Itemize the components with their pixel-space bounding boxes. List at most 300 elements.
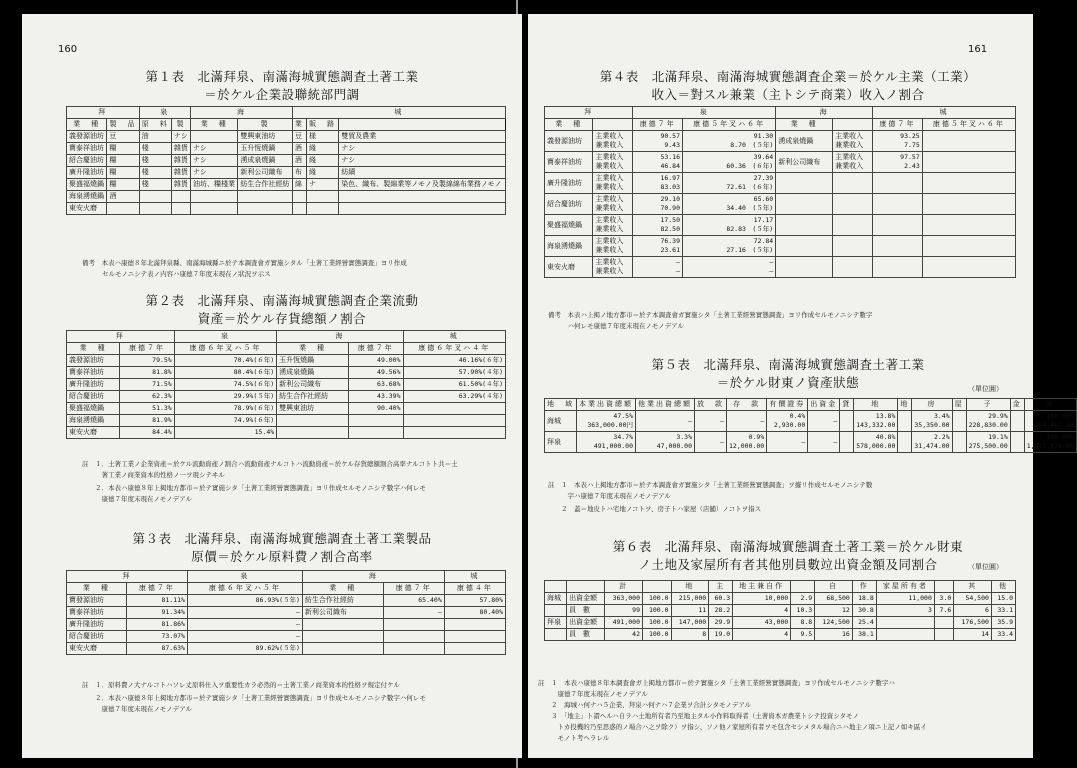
table-cell: 100.0 (643, 629, 672, 641)
table-cell (383, 619, 444, 631)
cell-line: 97.57 (900, 153, 920, 161)
table-row (67, 595, 506, 607)
column-header: 本業出資總額 (577, 399, 636, 411)
cell-line: 兼業收入 (595, 267, 624, 275)
table-cell: 57.90%(４年) (403, 367, 505, 379)
table-cell (683, 236, 776, 257)
column-header: 計 (1024, 399, 1076, 411)
cell-line: 93.25 (900, 132, 920, 140)
cell-line: 46.84 (660, 162, 681, 170)
table6-title-line1: 第６表 北滿拜泉、南滿海城實態調査土著工業＝於ケル財東 (612, 539, 964, 554)
table4-title-line1: 第４表 北滿拜泉、南滿海城實態調査企業＝於ケル主業（工業） (599, 69, 977, 84)
cell-line: 100.00% (1046, 433, 1074, 441)
table-cell: 綫 (306, 167, 338, 179)
table-cell (922, 173, 1015, 194)
table-cell: 81.86% (126, 619, 187, 631)
table-cell (876, 617, 934, 629)
table-row (67, 179, 506, 191)
table-row (545, 194, 1016, 215)
table1-title-line2: ＝於ケル企業設聯統部門調 (204, 87, 360, 102)
cell-line: 82.83 (５年) (726, 225, 774, 233)
table4-note1: 備考 本表ハ上掲ノ地方都市＝於テ本調査會ガ實施シタ「土著工業經營實態調査」ヨリ作成セルモノニシテ數字 (548, 311, 873, 319)
table-row (67, 191, 506, 203)
table-cell: 聚盛福燒鍋 (67, 179, 107, 191)
table5-note2: 字ハ康德７年度末現在ノモノデアル (548, 492, 671, 500)
group-header: 城 (444, 571, 505, 583)
table-cell: 15.4% (174, 427, 276, 439)
table-cell: 紹合慶油坊 (67, 391, 120, 403)
table-cell: 81.11% (126, 595, 187, 607)
group-header: 海 (277, 331, 403, 343)
table-cell: 78.9%(６年) (174, 403, 276, 415)
column-header: 康德５年叉ハ６年 (922, 119, 1015, 131)
table-cell: 25.4 (852, 617, 876, 629)
table-cell: 雙興東油坊 (238, 131, 292, 143)
table-cell: 東安火磨 (67, 427, 120, 439)
table-cell (898, 411, 912, 432)
cell-line: 主業收入 (595, 216, 624, 224)
table1-note2: セルモノニシテ表ノ内容ハ康德７年度末現在ノ狀況ヲ示ス (102, 270, 271, 278)
group-header: 泉 (174, 331, 276, 343)
table-cell (776, 173, 833, 194)
table-row (545, 152, 1016, 173)
table-cell (833, 257, 873, 278)
table-cell (633, 173, 683, 194)
table-cell (833, 173, 873, 194)
table-cell: 74.9%(６年) (174, 415, 276, 427)
cell-line: 39.64 (753, 153, 774, 161)
column-header: 製 (238, 119, 292, 131)
table-cell (922, 257, 1015, 278)
page-number-left: 160 (58, 44, 78, 55)
cell-line: — (769, 267, 774, 275)
cell-line: 兼業收入 (595, 246, 624, 254)
table-row (545, 605, 1016, 617)
table-cell (873, 215, 923, 236)
table-cell (683, 131, 776, 152)
table-cell (593, 173, 633, 194)
table-cell: 80.40% (444, 607, 505, 619)
cell-line: 27.39 (753, 174, 774, 182)
table-cell: 19.0 (709, 629, 733, 641)
table-cell: 176,500 (954, 617, 992, 629)
column-header: 房 (912, 399, 952, 411)
table5-unit: （單位圓） (968, 385, 1003, 393)
cell-line: 3.3% (676, 433, 692, 441)
table-cell: 様 (306, 131, 338, 143)
table-cell: 出資金額 (567, 617, 605, 629)
table-cell (633, 257, 683, 278)
table2 (66, 330, 506, 439)
table-cell (683, 173, 776, 194)
table-cell (873, 173, 923, 194)
header-row (545, 399, 1077, 411)
group-header-row (545, 107, 1016, 119)
table-row (67, 403, 506, 415)
table-cell (191, 131, 238, 143)
table1-title (82, 68, 482, 104)
table-cell: 湧成泉燒鍋 (238, 155, 292, 167)
column-header: 他業出資總額 (636, 399, 695, 411)
table-row (545, 131, 1016, 152)
table-cell (922, 152, 1015, 173)
table-cell: 湧成泉燒鍋 (776, 131, 833, 152)
table-cell: 員 數 (567, 629, 605, 641)
table-cell (912, 432, 952, 453)
table6-title (568, 538, 1008, 574)
page-number-right: 161 (968, 44, 988, 55)
cell-line: 34.40 (５年) (726, 204, 774, 212)
table-cell (545, 605, 567, 617)
table2-title (82, 292, 482, 328)
column-header: 主 (709, 581, 733, 593)
table-cell: 73.07% (126, 631, 187, 643)
table-cell (171, 203, 190, 215)
table-cell (966, 411, 1010, 432)
table-cell: 38.1 (852, 629, 876, 641)
table-cell: 57.80% (444, 595, 505, 607)
cell-line: 2.2% (933, 433, 950, 441)
cell-line: 76.39 (660, 237, 681, 245)
cell-line: 17.17 (753, 216, 774, 224)
cell-line: 19.1% (988, 433, 1008, 441)
table-cell: 聚盛福燒鍋 (545, 215, 593, 236)
table-cell (277, 415, 349, 427)
table-cell: 10.3 (791, 605, 815, 617)
table-cell: — (695, 411, 727, 432)
table-cell (633, 215, 683, 236)
cell-line: 兼業收入 (595, 204, 624, 212)
cell-line: 17.50 (660, 216, 681, 224)
table-cell (952, 432, 966, 453)
table-cell: 廣升隆油坊 (67, 167, 107, 179)
table-cell: — (808, 432, 840, 453)
table-cell (934, 629, 953, 641)
table-cell: 棧 (139, 155, 171, 167)
table-cell: 紹合慶油坊 (67, 631, 127, 643)
cell-line: 主業收入 (835, 132, 864, 140)
table-cell: 35.9 (991, 617, 1015, 629)
column-header: 家屋所有者 (876, 581, 934, 593)
cell-line: 47,000.00 (656, 442, 692, 450)
table-cell: 東安火磨 (67, 203, 107, 215)
table-cell (577, 411, 636, 432)
table5-note3: ２ 蓋＝地皮トハ宅地ノコトヲ、房子トハ家屋（店舖）ノコトヲ指ス (548, 505, 762, 513)
column-header: 屋 (952, 399, 966, 411)
table-cell: 酒 (292, 155, 306, 167)
table-cell: 棧 (139, 179, 171, 191)
table-cell (383, 643, 444, 655)
table-row (545, 432, 1077, 453)
table-cell: 拜泉 (545, 617, 567, 629)
table-cell: 東安火磨 (67, 643, 127, 655)
table-cell: 海泉湧燒鍋 (545, 236, 593, 257)
header-row (67, 119, 506, 131)
table-cell: ナシ (191, 155, 238, 167)
table-cell: 81.8% (120, 367, 175, 379)
group-header: 泉 (139, 107, 190, 119)
table-cell: 義發源油坊 (545, 131, 593, 152)
table-row (67, 131, 506, 143)
table-cell: 100.0 (643, 605, 672, 617)
table-cell: 4 (733, 629, 791, 641)
table-cell (934, 617, 953, 629)
table-cell (922, 194, 1015, 215)
table-cell: 91.34% (126, 607, 187, 619)
cell-line: 主業收入 (595, 195, 624, 203)
table-cell (1010, 411, 1024, 432)
table6-unit: （單位圓） (968, 563, 1003, 571)
table-cell (444, 619, 505, 631)
table-cell (339, 203, 506, 215)
table6-note3: ２ 海城ハ何ナハ５企業、拜泉ハ何ナハ７企業ヲ合計シタモノデアル (538, 701, 752, 709)
table-cell: 雜貨 (171, 179, 190, 191)
table-cell: 湧成泉燒鍋 (277, 367, 349, 379)
cell-line: 3.4% (933, 412, 950, 420)
table-cell (1024, 411, 1076, 432)
cell-line: 8.70 (５年) (730, 141, 774, 149)
table-cell (171, 191, 190, 203)
table-row (545, 617, 1016, 629)
cell-line: 9.43 (664, 141, 681, 149)
column-header: 康德７年 (120, 343, 175, 355)
table-cell (683, 152, 776, 173)
table-cell: 70.4%(６年) (174, 355, 276, 367)
cell-line: 23.61 (660, 246, 681, 254)
table-row (67, 427, 506, 439)
table-cell: 63.68% (348, 379, 403, 391)
table-cell (292, 203, 306, 215)
column-header: 地 域 (545, 399, 577, 411)
table-cell: 糧 (107, 155, 139, 167)
column-header: 康德４年 (444, 583, 505, 595)
table6 (544, 580, 1016, 641)
table-row (67, 143, 506, 155)
table-cell: 新利公司織布 (302, 607, 383, 619)
table-cell: 9.5 (791, 629, 815, 641)
column-header: 他 (991, 581, 1015, 593)
cell-line: 35,350.00 (914, 421, 950, 429)
table-cell: 80.4%(６年) (174, 367, 276, 379)
cell-line: 47.5% (613, 412, 633, 420)
table-cell: 61.50%(４年) (403, 379, 505, 391)
cell-line: 60.36 (６年) (726, 162, 774, 170)
table-cell: 酒 (107, 191, 139, 203)
table-cell (636, 432, 695, 453)
table-row (67, 167, 506, 179)
table-cell (727, 432, 767, 453)
table-cell (383, 631, 444, 643)
cell-line: 34.7% (613, 433, 633, 441)
column-header: 業 種 (277, 343, 349, 355)
cell-line: 491,000.00 (593, 442, 633, 450)
table-cell: 49.00% (348, 355, 403, 367)
table-cell (593, 152, 633, 173)
table-cell: 87.63% (126, 643, 187, 655)
table-cell: 玉升恆燒鍋 (277, 355, 349, 367)
table-cell: 義發源油坊 (67, 355, 120, 367)
table-cell: 布 (292, 167, 306, 179)
table-cell: 酒 (292, 143, 306, 155)
cell-line: — (676, 258, 681, 266)
table-cell: 油坊、糧棧業 (191, 179, 238, 191)
column-header: 子 (966, 399, 1010, 411)
column-header: 有價證券 (767, 399, 808, 411)
group-header-row (67, 571, 506, 583)
table-cell: 62.3% (120, 391, 175, 403)
table-cell: 99 (605, 605, 643, 617)
table-cell (306, 203, 338, 215)
cell-line: 27.16 (５年) (726, 246, 774, 254)
cell-line: 53.16 (660, 153, 681, 161)
table-cell (593, 236, 633, 257)
table-cell: 79.5% (120, 355, 175, 367)
cell-line: 100.00% (1046, 412, 1074, 420)
header-row (545, 119, 1016, 131)
column-header: 金 (1010, 399, 1024, 411)
table-cell: 46.16%(６年) (403, 355, 505, 367)
column-header: 製 (171, 119, 190, 131)
table-cell: 2.9 (791, 593, 815, 605)
column-header: 計 (605, 581, 643, 593)
table-cell: 30.8 (852, 605, 876, 617)
cell-line: 65.60 (753, 195, 774, 203)
table-cell: 15.0 (991, 593, 1015, 605)
table-cell: 60.3 (709, 593, 733, 605)
column-header: 業 種 (67, 119, 107, 131)
cell-line: 兼業收入 (595, 162, 624, 170)
table5-note1: 註 １ 本表ハ上掲地方都市＝於テ本調査會ガ實施シタ「土著工業經營實態調査」ヲ據リ作成セルモノニシテ數 (548, 481, 873, 489)
cell-line: 143,332.00 (856, 421, 896, 429)
table-cell (966, 432, 1010, 453)
cell-line: 兼業收入 (595, 225, 624, 233)
group-header: 拜 (67, 107, 140, 119)
table-cell (593, 215, 633, 236)
column-header: 其 (954, 581, 992, 593)
table-cell: 棧 (139, 167, 171, 179)
header-row (545, 581, 1016, 593)
column-header (545, 581, 567, 593)
column-header: 業 (292, 119, 306, 131)
table-cell (922, 236, 1015, 257)
table-cell: 8.8 (791, 617, 815, 629)
table-cell: 紡績 (339, 167, 506, 179)
cell-line: 0.4% (789, 412, 806, 420)
table-row (545, 411, 1077, 432)
column-header: 業 種 (67, 583, 127, 595)
cell-line: 83.03 (660, 183, 681, 191)
cell-line: 兼業收入 (835, 162, 864, 170)
table-cell (776, 236, 833, 257)
column-header: 地主兼自作 (733, 581, 791, 593)
column-header (643, 581, 672, 593)
cell-line: 主業收入 (595, 132, 624, 140)
table-cell: 雙貿及農業 (339, 131, 506, 143)
table-cell (776, 257, 833, 278)
column-header: 康德７年 (633, 119, 683, 131)
table-row (545, 257, 1016, 278)
table-cell (683, 215, 776, 236)
table-cell: 491,000 (605, 617, 643, 629)
table-cell: 11,000 (876, 593, 934, 605)
table-cell (191, 203, 238, 215)
group-header: 拜 (545, 107, 633, 119)
table-cell (191, 191, 238, 203)
table-cell (873, 152, 923, 173)
cell-line: 764,467.00 (1034, 421, 1074, 429)
table-cell: — (767, 432, 808, 453)
table-cell (912, 411, 952, 432)
table-cell (776, 215, 833, 236)
group-header: 海 (776, 107, 873, 119)
table-cell: 綫 (306, 143, 338, 155)
cell-line: 主業收入 (595, 237, 624, 245)
table-cell (302, 631, 383, 643)
table-cell: 紡生合作社經紡 (238, 179, 292, 191)
cell-line: 13.8% (875, 412, 896, 420)
table5-title-line2: ＝於ケル財東ノ資產狀態 (716, 375, 860, 390)
column-header: 地 (671, 581, 709, 593)
table-cell: 廣升隆油坊 (67, 619, 127, 631)
cell-line: — (769, 258, 774, 266)
column-header: 存 款 (727, 399, 767, 411)
column-header: 販 路 (306, 119, 338, 131)
table-row (67, 203, 506, 215)
table-cell: 新利公司織布 (238, 167, 292, 179)
column-header: 地 (854, 399, 898, 411)
table-cell: — (187, 607, 302, 619)
table-cell (840, 432, 854, 453)
table-cell: 86.93%(５年) (187, 595, 302, 607)
table-cell: 東安火磨 (545, 257, 593, 278)
table-cell: 新利公司織布 (776, 152, 833, 173)
table-cell (767, 411, 808, 432)
table-cell: 33.1 (991, 605, 1015, 617)
table2-note2: 著工業ノ商業資本的性格ノ一ヲ現シテヰル (82, 471, 225, 479)
table-cell: 出資金額 (567, 593, 605, 605)
cell-line: 兼業收入 (835, 141, 864, 149)
table3-note3: 康德７年度末現在ノモノデアル (82, 705, 192, 713)
table-cell: 雜貨 (171, 155, 190, 167)
table-cell: 紹合慶油坊 (545, 194, 593, 215)
table-cell: 拜泉 (545, 432, 577, 453)
column-header: 業 種 (545, 119, 593, 131)
table-cell: 豆 (292, 131, 306, 143)
column-header: 康德６年叉ハ５年 (174, 343, 276, 355)
table-cell: 義發源油坊 (67, 131, 107, 143)
table3-title-line2: 原價＝於ケル原料費ノ割合高率 (191, 549, 373, 564)
table-cell: 49.56% (348, 367, 403, 379)
table-cell (139, 203, 171, 215)
table-cell: 寶泰祥油坊 (545, 152, 593, 173)
table-cell (139, 191, 171, 203)
cell-line: 29.9% (988, 412, 1008, 420)
table-cell: — (808, 411, 840, 432)
column-header: 業 種 (302, 583, 383, 595)
table2-note3: ２．本表ハ康德８年上掲地方都市＝於テ實施シタ「土著工業經營實態調査」ヨリ作成セルモノニシテ數字ハ何レモ (82, 484, 426, 492)
table-cell: 29.9%(５年) (174, 391, 276, 403)
table-cell (577, 432, 636, 453)
table-cell: 棧 (139, 143, 171, 155)
table-cell (633, 152, 683, 173)
table-cell: 28.2 (709, 605, 733, 617)
table-cell (593, 194, 633, 215)
cell-line: 578,000.00 (856, 442, 896, 450)
table-cell (403, 415, 505, 427)
table-cell: 聚盛福燒鍋 (67, 403, 120, 415)
table5-title (568, 356, 1008, 392)
table-cell: — (187, 619, 302, 631)
